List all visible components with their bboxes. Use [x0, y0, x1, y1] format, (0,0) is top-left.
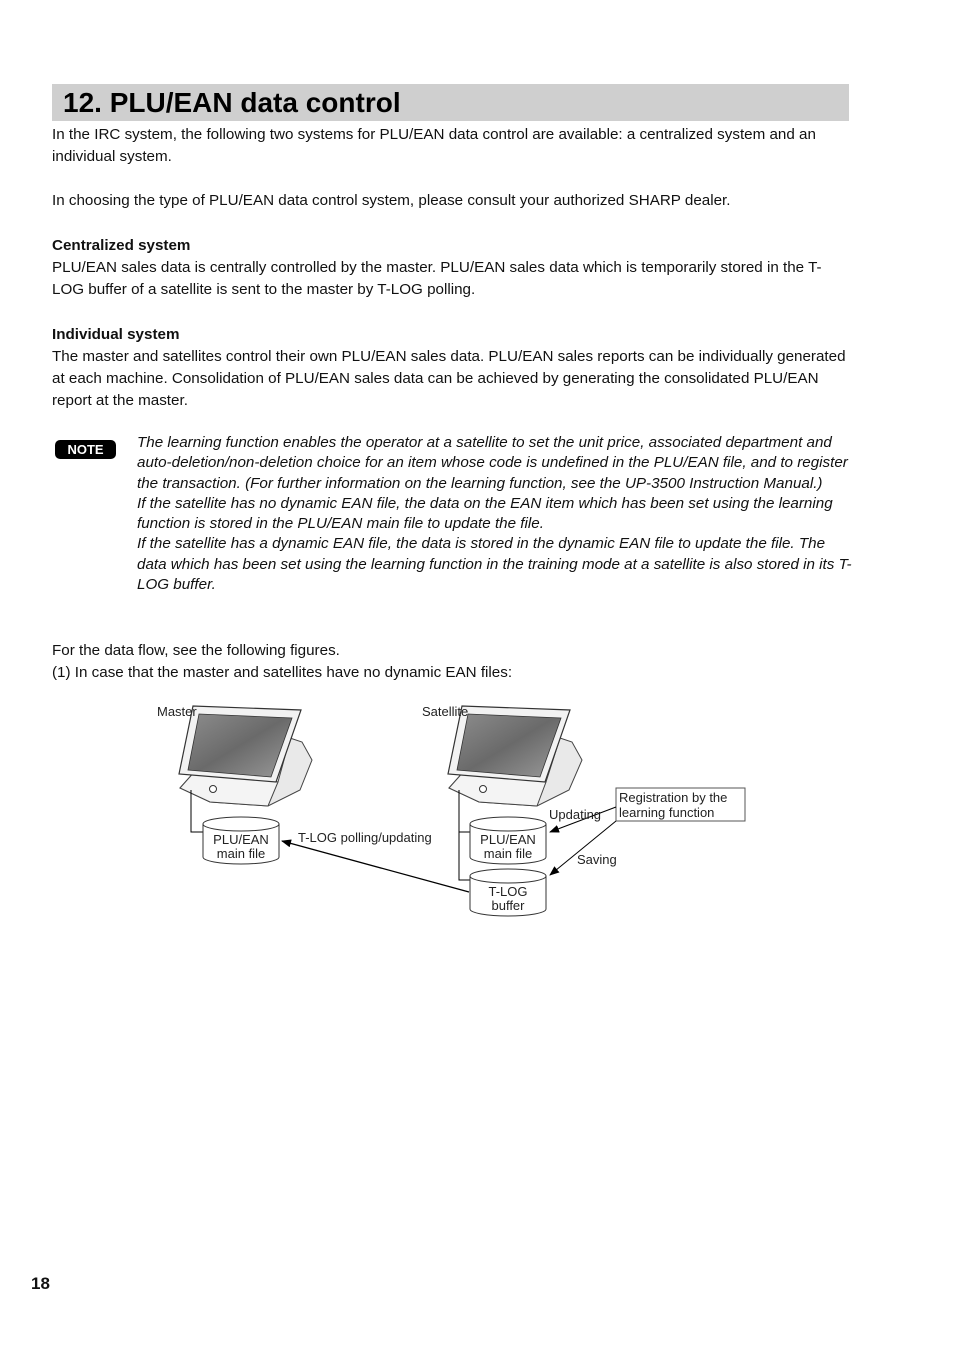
- satellite-file-label-1: PLU/EAN: [480, 832, 536, 847]
- page-title: 12. PLU/EAN data control: [63, 87, 401, 118]
- master-file-label-1: PLU/EAN: [213, 832, 269, 847]
- note-paragraph-1: The learning function enables the operator at a satellite to set the unit price, associated department and auto-deletion/non-deletion choice for an item whose code is undefined in the PLU/EAN file, and to register the transaction. (For further information on the learning function, see the UP-3500 Instruction Manual.): [137, 434, 848, 492]
- page-number: 18: [31, 1274, 50, 1293]
- satellite-file-label-2: main file: [483, 846, 533, 861]
- master-file-label-2: main file: [216, 846, 266, 861]
- master-terminal-icon: [179, 706, 312, 806]
- individual-body: The master and satellites control their own PLU/EAN sales data. PLU/EAN sales reports can be individually generated at each machine. Consolidation of PLU/EAN sales data can be achieved by generating the consolidated PLU/EAN report at the master.: [52, 348, 846, 409]
- individual-heading: Individual system: [52, 326, 180, 343]
- registration-label-1: Registration by the: [619, 790, 728, 805]
- master-label: Master: [157, 704, 197, 719]
- polling-label: T-LOG polling/updating: [298, 830, 432, 845]
- satellite-label: Satellite: [422, 704, 469, 719]
- updating-label: Updating: [549, 807, 602, 822]
- note-badge: NOTE: [55, 440, 116, 459]
- tlog-label-1: T-LOG: [488, 884, 528, 899]
- dataflow-case-1: (1) In case that the master and satellites have no dynamic EAN files:: [52, 664, 513, 681]
- satellite-terminal-icon: [448, 706, 582, 806]
- note-paragraph-2: If the satellite has no dynamic EAN file, the data on the EAN item which has been set using the learning function is stored in the PLU/EAN main file to update the file.: [137, 494, 833, 533]
- registration-label-2: learning function: [619, 805, 715, 820]
- tlog-label-2: buffer: [491, 898, 525, 913]
- consult-paragraph: In choosing the type of PLU/EAN data control system, please consult your authorized SHARP dealer.: [52, 192, 731, 209]
- dataflow-intro: For the data flow, see the following figures.: [52, 642, 340, 659]
- intro-paragraph: In the IRC system, the following two systems for PLU/EAN data control are available: a centralized system and an individual system.: [52, 126, 816, 165]
- note-paragraph-3: If the satellite has a dynamic EAN file, the data is stored in the dynamic EAN file to update the file. The data which has been set using the learning function in the training mode at a satellite is also stored in its T-LOG buffer.: [137, 535, 852, 594]
- polling-arrow: [282, 841, 469, 892]
- saving-label: Saving: [577, 852, 617, 867]
- centralized-body: PLU/EAN sales data is centrally controlled by the master. PLU/EAN sales data which is temporarily stored in the T-LOG buffer of a satellite is sent to the master by T-LOG polling.: [52, 259, 822, 298]
- satellite-connector-buffer: [459, 832, 470, 880]
- centralized-heading: Centralized system: [52, 237, 191, 254]
